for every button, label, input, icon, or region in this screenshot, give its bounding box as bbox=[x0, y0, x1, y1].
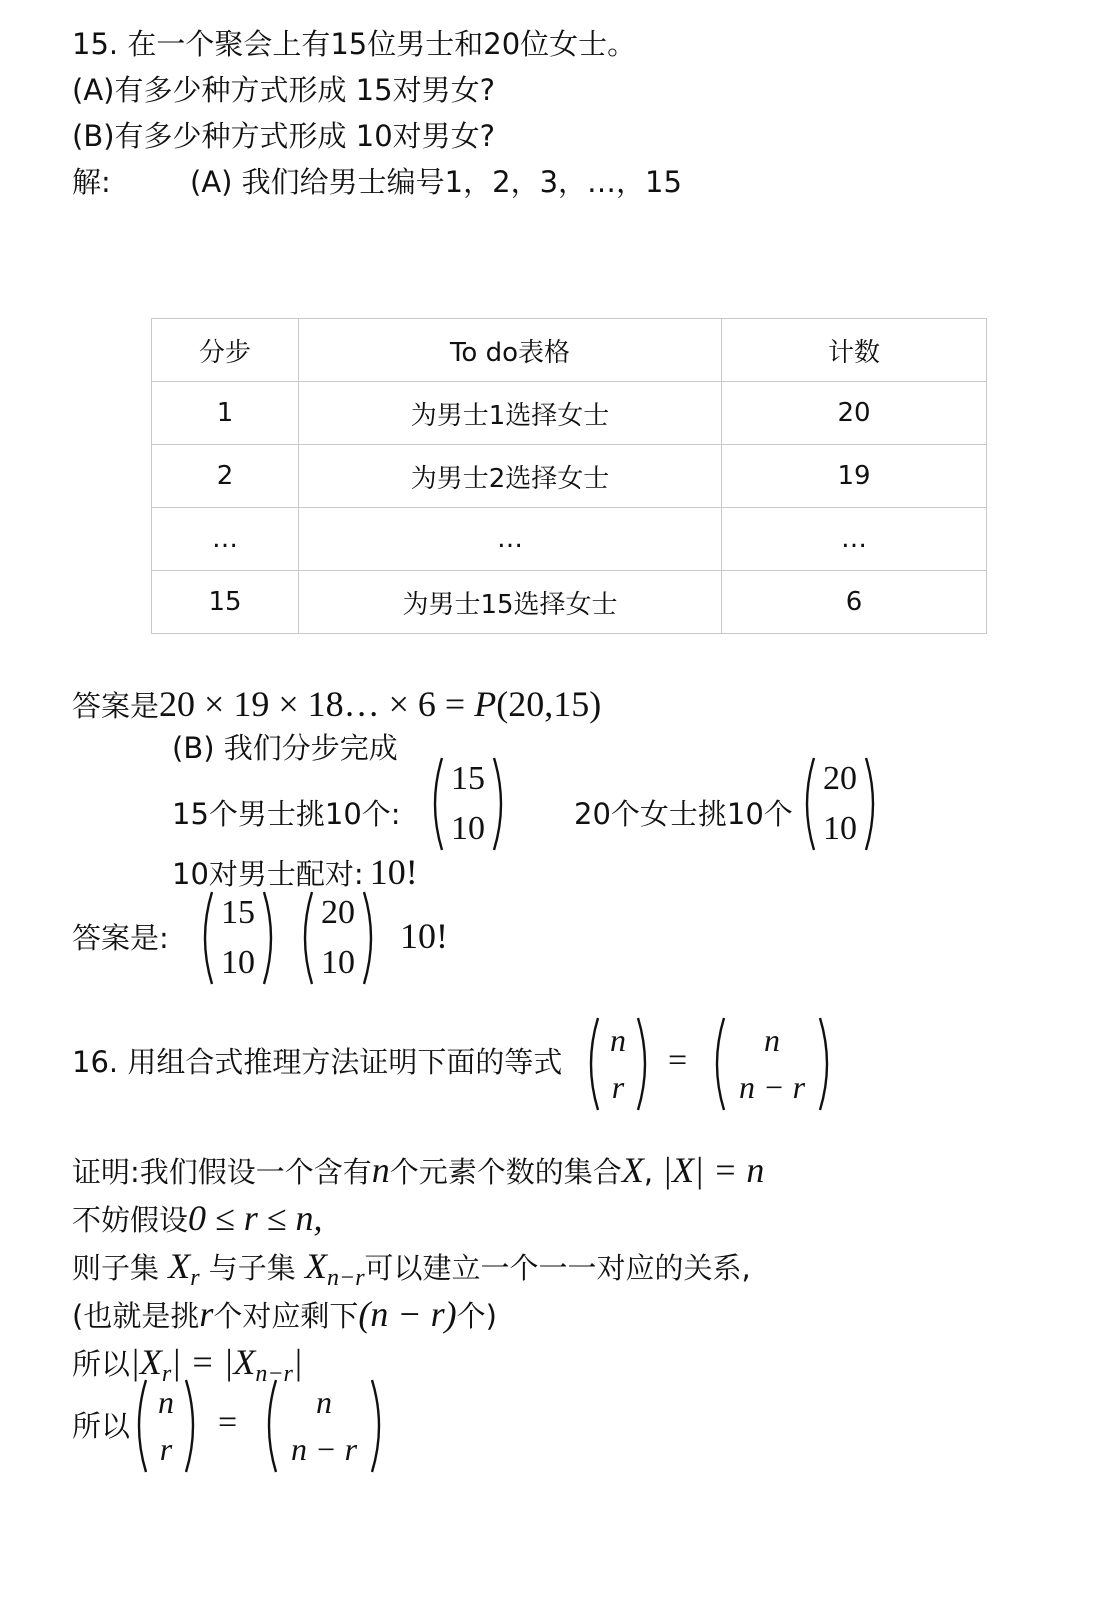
proof-line-2 bbox=[72, 1198, 323, 1240]
binomial-top: n bbox=[610, 1022, 626, 1058]
proof-text: 可以建立一个一一对应的关系, bbox=[364, 1251, 751, 1285]
right-paren-icon bbox=[262, 890, 278, 986]
proof-label: 证明: bbox=[72, 1155, 140, 1189]
binomial-top: n bbox=[158, 1384, 174, 1420]
table-row bbox=[152, 508, 987, 571]
table-cell: … bbox=[722, 508, 987, 571]
left-paren-icon bbox=[198, 890, 214, 986]
answer-a-label: 答案是 bbox=[72, 689, 160, 723]
women-binomial bbox=[800, 756, 880, 852]
problem-16-title: 16. 用组合式推理方法证明下面的等式 bbox=[72, 1045, 563, 1079]
table-cell: 2 bbox=[152, 445, 299, 508]
binomial-bottom: 10 bbox=[221, 944, 255, 981]
solution-label: 解: bbox=[72, 165, 111, 199]
left-paren-icon bbox=[800, 756, 816, 852]
proof-text: (也就是挑 bbox=[72, 1299, 200, 1333]
binomial-top: 20 bbox=[823, 760, 857, 797]
right-paren-icon bbox=[864, 756, 880, 852]
math-card: |X bbox=[130, 1342, 162, 1382]
right-paren-icon bbox=[818, 1016, 834, 1112]
math-card: | bbox=[292, 1342, 303, 1382]
conclusion-lhs-binomial bbox=[132, 1378, 200, 1474]
math-subscript: r bbox=[161, 1360, 172, 1387]
proof-text: 我们假设一个含有 bbox=[139, 1155, 372, 1189]
answer-binomial-20 bbox=[298, 890, 378, 986]
answer-a-expression: 20 × 19 × 18… × 6 = bbox=[159, 684, 475, 724]
left-paren-icon bbox=[428, 756, 444, 852]
table-cell: 20 bbox=[722, 382, 987, 445]
table-header-cell: To do表格 bbox=[299, 319, 722, 382]
problem-15-title: 15. 在一个聚会上有15位男士和20位女士。 bbox=[72, 27, 637, 61]
table-cell: … bbox=[299, 508, 722, 571]
answer-factorial: 10! bbox=[400, 916, 448, 956]
pairing-text: 10对男士配对: bbox=[172, 857, 364, 891]
answer-binomial-15 bbox=[198, 890, 278, 986]
answer-b-label: 答案是: bbox=[72, 921, 169, 955]
math-n-minus-r: (n − r) bbox=[358, 1294, 457, 1334]
binomial-bottom: r bbox=[611, 1069, 625, 1105]
proof-text: 个元素个数的集合 bbox=[389, 1155, 622, 1189]
men-pick-text: 15个男士挑10个: bbox=[172, 797, 401, 831]
binomial-top: n bbox=[764, 1022, 780, 1058]
math-subscript: r bbox=[190, 1264, 200, 1291]
answer-a-permutation-args: (20,15) bbox=[496, 684, 602, 724]
table-row bbox=[152, 571, 987, 634]
table-cell: 6 bbox=[722, 571, 987, 634]
problem-16-lhs-binomial bbox=[584, 1016, 652, 1112]
proof-text: 个对应剩下 bbox=[213, 1299, 359, 1333]
proof-text: 不妨假设 bbox=[72, 1203, 189, 1237]
proof-line-3 bbox=[72, 1246, 751, 1298]
proof-text: 则子集 bbox=[72, 1251, 169, 1285]
math-range: 0 ≤ r ≤ n, bbox=[188, 1198, 323, 1238]
binomial-bottom: 10 bbox=[823, 810, 857, 847]
binomial-top: 15 bbox=[221, 894, 255, 931]
left-paren-icon bbox=[584, 1016, 600, 1112]
math-subset-x: X bbox=[305, 1246, 327, 1286]
math-subset-x: X bbox=[168, 1246, 191, 1286]
proof-text: 所以 bbox=[72, 1347, 131, 1381]
table-row bbox=[152, 445, 987, 508]
table-cell: … bbox=[152, 508, 299, 571]
table-header-row bbox=[152, 319, 987, 382]
problem-15-part-b-question: (B)有多少种方式形成 10对男女? bbox=[72, 119, 496, 153]
men-binomial bbox=[428, 756, 508, 852]
binomial-bottom: n − r bbox=[738, 1069, 806, 1105]
proof-text: 与子集 bbox=[199, 1251, 305, 1285]
problem-16-equals: = bbox=[668, 1042, 688, 1079]
binomial-top: 15 bbox=[451, 760, 485, 797]
table-row bbox=[152, 382, 987, 445]
binomial-top: n bbox=[316, 1384, 332, 1420]
right-paren-icon bbox=[184, 1378, 200, 1474]
part-b-intro: (B) 我们分步完成 bbox=[172, 731, 398, 765]
binomial-bottom: 10 bbox=[451, 810, 485, 847]
conclusion-label: 所以 bbox=[72, 1409, 131, 1443]
binomial-bottom: r bbox=[159, 1431, 173, 1467]
table-cell: 为男士1选择女士 bbox=[299, 382, 722, 445]
answer-a bbox=[72, 684, 601, 726]
math-set-x: X bbox=[621, 1150, 644, 1190]
problem-15-part-a-question: (A)有多少种方式形成 15对男女? bbox=[72, 73, 495, 107]
problem-16-rhs-binomial bbox=[710, 1016, 834, 1112]
table-cell: 为男士2选择女士 bbox=[299, 445, 722, 508]
math-card: | = |X bbox=[171, 1342, 256, 1382]
binomial-top: 20 bbox=[321, 894, 355, 931]
table-cell: 15 bbox=[152, 571, 299, 634]
left-paren-icon bbox=[710, 1016, 726, 1112]
conclusion-equals: = bbox=[218, 1404, 238, 1441]
women-pick-text: 20个女士挑10个 bbox=[574, 797, 793, 831]
binomial-bottom: n − r bbox=[290, 1431, 358, 1467]
right-paren-icon bbox=[362, 890, 378, 986]
proof-text: , bbox=[643, 1155, 663, 1189]
todo-table bbox=[151, 318, 987, 634]
pairing-line bbox=[172, 852, 418, 894]
right-paren-icon bbox=[636, 1016, 652, 1112]
proof-text: 个) bbox=[456, 1299, 497, 1333]
right-paren-icon bbox=[370, 1378, 386, 1474]
table-cell: 1 bbox=[152, 382, 299, 445]
left-paren-icon bbox=[262, 1378, 278, 1474]
left-paren-icon bbox=[298, 890, 314, 986]
math-cardinality: |X| = n bbox=[662, 1150, 765, 1190]
right-paren-icon bbox=[492, 756, 508, 852]
table-header-cell: 计数 bbox=[722, 319, 987, 382]
proof-line-4 bbox=[72, 1294, 497, 1336]
math-subscript: n−r bbox=[255, 1360, 293, 1387]
left-paren-icon bbox=[132, 1378, 148, 1474]
table-cell: 19 bbox=[722, 445, 987, 508]
table-cell: 为男士15选择女士 bbox=[299, 571, 722, 634]
conclusion-rhs-binomial bbox=[262, 1378, 386, 1474]
binomial-bottom: 10 bbox=[321, 944, 355, 981]
proof-line-1 bbox=[72, 1150, 764, 1192]
pairing-value: 10! bbox=[369, 852, 418, 892]
table-header-cell: 分步 bbox=[152, 319, 299, 382]
solution-part-a: (A) 我们给男士编号1，2，3，…，15 bbox=[190, 165, 682, 199]
answer-a-permutation-symbol: P bbox=[474, 684, 497, 724]
math-r: r bbox=[199, 1294, 214, 1334]
math-subscript: n−r bbox=[327, 1264, 365, 1291]
math-n: n bbox=[371, 1150, 390, 1190]
